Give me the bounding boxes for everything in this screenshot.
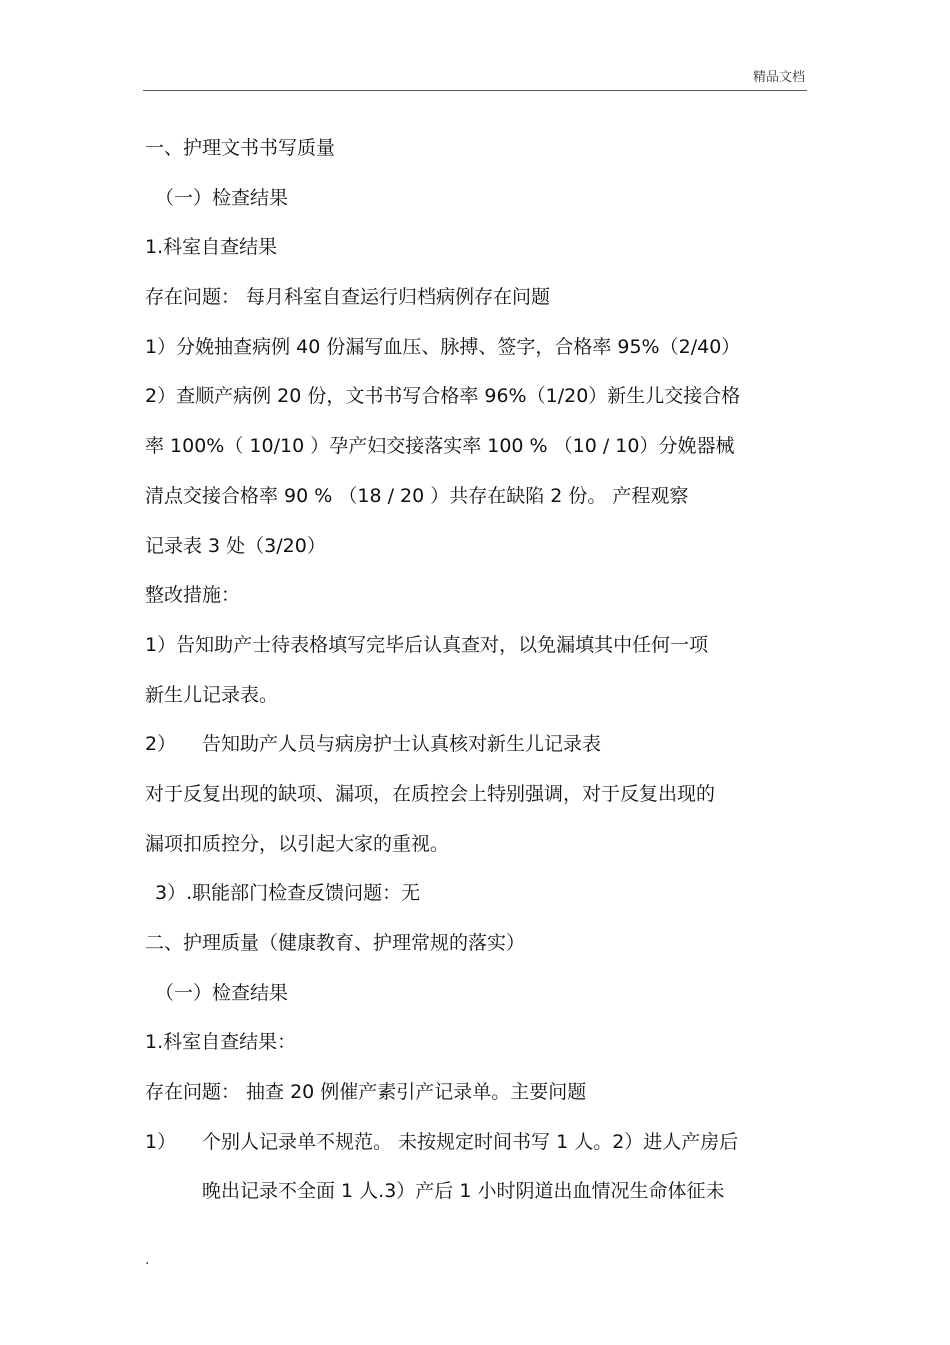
page-header-label: 精品文档	[752, 70, 805, 85]
paragraph-line: 记录表 3 处（3/20）	[145, 534, 326, 557]
section-heading-1: 一、护理文书书写质量	[145, 137, 336, 159]
header-divider	[143, 90, 807, 91]
paragraph-line: 清点交接合格率 90 % （18 / 20 ）共存在缺陷 2 份。 产程观察	[145, 484, 689, 507]
paragraph-line: 存在问题： 每月科室自查运行归档病例存在问题	[145, 286, 551, 309]
paragraph-line: 1）告知助产士待表格填写完毕后认真查对，以免漏填其中任何一项	[145, 633, 709, 656]
measures-heading: 整改措施：	[145, 584, 241, 607]
paragraph-line: 1）分娩抽查病例 40 份漏写血压、脉搏、签字，合格率 95%（2/40）	[145, 335, 741, 358]
paragraph-line: 晚出记录不全面 1 人.3）产后 1 小时阴道出血情况生命体征未	[202, 1180, 725, 1203]
paragraph-line: 2）查顺产病例 20 份，文书书写合格率 96%（1/20）新生儿交接合格	[145, 385, 741, 408]
list-item	[145, 720, 805, 770]
subsection-heading: （一）检查结果	[155, 186, 289, 209]
paragraph-line: 漏项扣质控分，以引起大家的重视。	[145, 832, 450, 855]
footer-mark: .	[145, 1252, 150, 1268]
paragraph-line: 新生儿记录表。	[145, 683, 279, 706]
paragraph-line: 对于反复出现的缺项、漏项，在质控会上特别强调，对于反复出现的	[145, 782, 716, 805]
paragraph-line: 率 100%（ 10/10 ）孕产妇交接落实率 100 % （10 / 10）分娩器械	[145, 435, 735, 458]
subsection-heading: （一）检查结果	[155, 981, 289, 1004]
document-body	[145, 124, 805, 1217]
list-text: 告知助产人员与病房护士认真核对新生儿记录表	[202, 733, 602, 756]
paragraph-line: 3）.职能部门检查反馈问题：无	[155, 882, 421, 905]
subheading: 1.科室自查结果：	[145, 1031, 297, 1054]
paragraph-line: 存在问题： 抽查 20 例催产素引产记录单。主要问题	[145, 1081, 587, 1104]
list-number: 2）	[145, 733, 177, 756]
section-heading-2: 二、护理质量（健康教育、护理常规的落实）	[145, 932, 526, 954]
list-item	[145, 1118, 805, 1168]
subheading: 1.科室自查结果	[145, 236, 278, 259]
list-number: 1）	[145, 1130, 177, 1153]
list-text: 个别人记录单不规范。 未按规定时间书写 1 人。2）进人产房后	[202, 1130, 739, 1153]
